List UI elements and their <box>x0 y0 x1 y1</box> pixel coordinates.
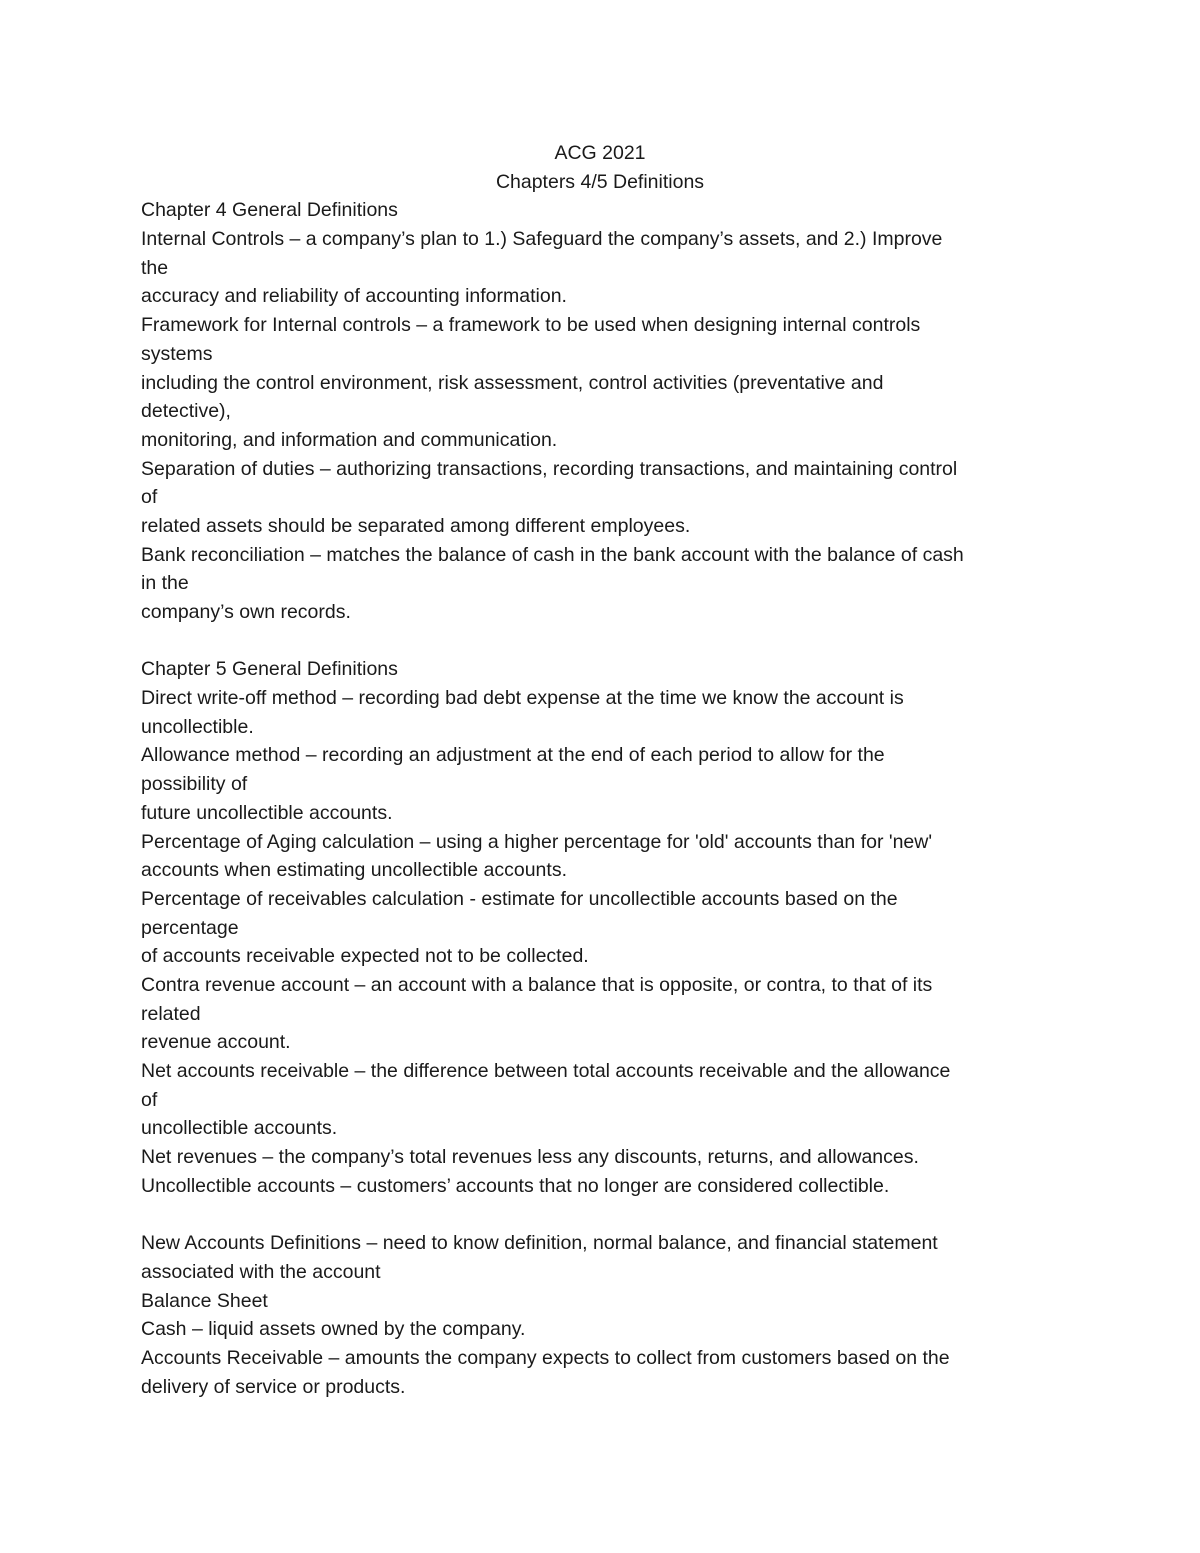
document-body <box>141 139 1061 1401</box>
document-lines <box>141 196 1061 1401</box>
document-line: Percentage of Aging calculation – using a higher percentage for 'old' accounts than for 'new' <box>141 830 933 853</box>
document-line: Allowance method – recording an adjustment at the end of each period to allow for the <box>141 744 885 767</box>
document-subtitle: Chapters 4/5 Definitions <box>495 170 705 193</box>
document-line: Bank reconciliation – matches the balance of cash in the bank account with the balance of cash <box>141 543 964 566</box>
blank-line <box>141 1200 1061 1229</box>
document-line: Separation of duties – authorizing transactions, recording transactions, and maintaining control <box>141 457 958 480</box>
document-title: ACG 2021 <box>554 142 646 164</box>
document-line: Uncollectible accounts – customers’ accounts that no longer are considered collectible. <box>141 1174 890 1197</box>
document-line: in the <box>141 572 189 595</box>
document-line: Cash – liquid assets owned by the company. <box>141 1318 526 1341</box>
document-line: Direct write-off method – recording bad debt expense at the time we know the account is <box>141 687 904 710</box>
document-line: monitoring, and information and communication. <box>141 428 558 451</box>
document-line: systems <box>141 342 213 365</box>
document-line: Balance Sheet <box>141 1289 268 1312</box>
document-line: including the control environment, risk assessment, control activities (preventative and <box>141 371 884 394</box>
document-line: Contra revenue account – an account with a balance that is opposite, or contra, to that of its <box>141 973 933 996</box>
document-line: Net accounts receivable – the difference between total accounts receivable and the allowance <box>141 1060 951 1082</box>
document-line: possibility of <box>141 773 248 796</box>
document-line: of accounts receivable expected not to be collected. <box>141 945 589 968</box>
blank-line <box>141 627 1061 656</box>
document-line: accuracy and reliability of accounting information. <box>141 285 567 308</box>
document-line: of <box>141 486 158 509</box>
document-line: of <box>141 1088 158 1111</box>
document-line: revenue account. <box>141 1031 291 1054</box>
document-line: accounts when estimating uncollectible accounts. <box>141 859 567 882</box>
document-line: company’s own records. <box>141 601 351 623</box>
document-line: detective), <box>141 400 231 423</box>
document-line: future uncollectible accounts. <box>141 801 393 824</box>
document-line: Accounts Receivable – amounts the company expects to collect from customers based on the <box>141 1346 950 1369</box>
document-line: associated with the account <box>141 1260 381 1283</box>
document-line: related <box>141 1002 201 1025</box>
title-block <box>0 139 1200 196</box>
document-line: percentage <box>141 916 239 939</box>
document-line: delivery of service or products. <box>141 1375 406 1398</box>
document-line: uncollectible. <box>141 715 254 738</box>
document-line: Net revenues – the company’s total revenues less any discounts, returns, and allowances. <box>141 1146 919 1169</box>
document-line: the <box>141 256 169 279</box>
document-line: Chapter 5 General Definitions <box>141 658 398 681</box>
document-line: uncollectible accounts. <box>141 1117 338 1140</box>
document-line: Framework for Internal controls – a framework to be used when designing internal controls <box>141 314 921 337</box>
document-line: New Accounts Definitions – need to know definition, normal balance, and financial statement <box>141 1232 938 1255</box>
document-line: related assets should be separated among different employees. <box>141 514 691 537</box>
document-line: Percentage of receivables calculation - estimate for uncollectible accounts based on the <box>141 887 898 910</box>
document-line: Chapter 4 General Definitions <box>141 199 398 222</box>
document-line: Internal Controls – a company’s plan to 1.) Safeguard the company’s assets, and 2.) Improve <box>141 228 943 251</box>
